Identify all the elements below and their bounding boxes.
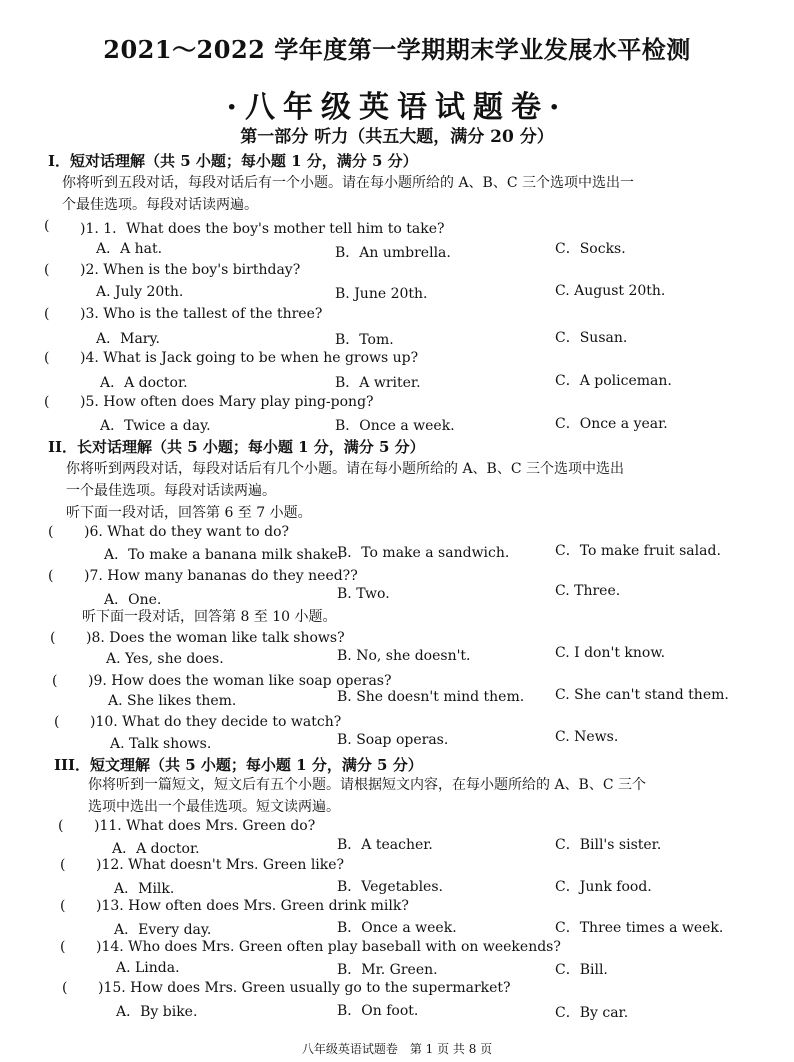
- option-a: A．Every day.: [114, 922, 212, 938]
- option-c: C．To make fruit salad.: [555, 543, 721, 559]
- option-a: A. Talk shows.: [110, 736, 212, 752]
- answer-blank[interactable]: (: [60, 939, 66, 955]
- question-stem: )11. What does Mrs. Green do?: [94, 818, 316, 834]
- instruction-line: 你将听到一篇短文，短文后有五个小题。请根据短文内容，在每小题所给的 A、B、C 三个: [88, 777, 647, 793]
- question-stem: )4. What is Jack going to be when he grows up?: [80, 350, 419, 366]
- exam-subtitle: ·八年级英语试题卷·: [226, 90, 568, 125]
- option-a: A. Linda.: [116, 960, 180, 976]
- option-c: C. Three.: [555, 583, 621, 599]
- question-stem: )14. Who does Mrs. Green often play baseball with on weekends?: [96, 939, 561, 955]
- question-stem: )10. What do they decide to watch?: [90, 714, 342, 730]
- answer-blank[interactable]: (: [48, 568, 54, 584]
- option-c: C．Bill's sister.: [555, 837, 662, 853]
- option-c: C. August 20th.: [555, 283, 666, 299]
- instruction-line: 个最佳选项。每段对话读两遍。: [62, 197, 258, 213]
- answer-blank[interactable]: (: [54, 714, 60, 730]
- option-a: A．To make a banana milk shake.: [104, 547, 343, 563]
- option-b: B．A teacher.: [337, 837, 433, 853]
- question-stem: )2. When is the boy's birthday?: [80, 262, 301, 278]
- section-instructions-1: [62, 172, 742, 216]
- instruction-line: 你将听到两段对话，每段对话后有几个小题。请在每小题所给的 A、B、C 三个选项中选出: [66, 461, 625, 477]
- section-instructions-2: [66, 458, 746, 524]
- instruction-line: 听下面一段对话，回答第 6 至 7 小题。: [66, 505, 312, 521]
- sub-instruction: 听下面一段对话，回答第 8 至 10 小题。: [82, 609, 337, 625]
- option-a: A．By bike.: [116, 1004, 198, 1020]
- answer-blank[interactable]: (: [60, 898, 66, 914]
- option-b: B．Once a week.: [335, 418, 455, 434]
- instruction-line: 一个最佳选项。每段对话读两遍。: [66, 483, 276, 499]
- option-b: B. June 20th.: [335, 286, 428, 302]
- option-b: B．To make a sandwich.: [337, 545, 510, 561]
- answer-blank[interactable]: (: [44, 350, 50, 366]
- instruction-line: 你将听到五段对话，每段对话后有一个小题。请在每小题所给的 A、B、C 三个选项中选出一: [62, 175, 635, 191]
- answer-blank[interactable]: (: [62, 980, 68, 996]
- instruction-line: 选项中选出一个最佳选项。短文读两遍。: [88, 799, 340, 815]
- option-a: A. She likes them.: [108, 693, 237, 709]
- option-a: A. Yes, she does.: [106, 651, 224, 667]
- option-c: C．Socks.: [555, 241, 626, 257]
- question-stem: )13. How often does Mrs. Green drink milk?: [96, 898, 409, 914]
- option-b: B．Tom.: [335, 332, 394, 348]
- answer-blank[interactable]: (: [58, 818, 64, 834]
- answer-blank[interactable]: (: [60, 857, 66, 873]
- option-c: C．Three times a week.: [555, 920, 724, 936]
- exam-title: 2021～2022 学年度第一学期期末学业发展水平检测: [103, 35, 691, 64]
- question-stem: )7. How many bananas do they need??: [84, 568, 358, 584]
- option-a: A. July 20th.: [96, 284, 184, 300]
- answer-blank[interactable]: (: [48, 524, 54, 540]
- question-stem: )5. How often does Mary play ping-pong?: [80, 394, 374, 410]
- option-a: A．One.: [104, 592, 162, 608]
- option-b: B. No, she doesn't.: [337, 648, 471, 664]
- section-heading-3: III．短文理解（共 5 小题；每小题 1 分，满分 5 分）: [54, 756, 423, 774]
- option-c: C. I don't know.: [555, 645, 666, 661]
- answer-blank[interactable]: (: [52, 673, 58, 689]
- question-stem: )15. How does Mrs. Green usually go to the supermarket?: [98, 980, 511, 996]
- option-a: A．A hat.: [96, 241, 163, 257]
- option-c: C．A policeman.: [555, 373, 672, 389]
- option-a: A．Milk.: [114, 881, 175, 897]
- question-stem: )9. How does the woman like soap operas?: [88, 673, 392, 689]
- option-c: C．Junk food.: [555, 879, 652, 895]
- option-c: C．By car.: [555, 1005, 629, 1021]
- part-heading: 第一部分 听力（共五大题，满分 20 分）: [240, 127, 554, 147]
- answer-blank[interactable]: (: [50, 630, 56, 646]
- option-c: C. News.: [555, 729, 619, 745]
- option-a: A．A doctor.: [100, 375, 188, 391]
- option-c: C．Once a year.: [555, 416, 668, 432]
- option-b: B．An umbrella.: [335, 245, 451, 261]
- question-stem: )12. What doesn't Mrs. Green like?: [96, 857, 345, 873]
- option-a: A．A doctor.: [112, 841, 200, 857]
- question-stem: )3. Who is the tallest of the three?: [80, 306, 323, 322]
- option-b: B．Vegetables.: [337, 879, 443, 895]
- answer-blank[interactable]: (: [44, 262, 50, 278]
- question-stem: )8. Does the woman like talk shows?: [86, 630, 345, 646]
- option-b: B. Soap operas.: [337, 732, 449, 748]
- option-a: A．Twice a day.: [100, 418, 211, 434]
- option-b: B．Once a week.: [337, 920, 457, 936]
- option-c: C. She can't stand them.: [555, 687, 729, 703]
- answer-blank[interactable]: (: [44, 394, 50, 410]
- option-c: C．Bill.: [555, 962, 608, 978]
- option-c: C．Susan.: [555, 330, 628, 346]
- option-b: B. Two.: [337, 586, 390, 602]
- answer-blank[interactable]: (: [44, 218, 50, 234]
- question-stem: )1. 1．What does the boy's mother tell him to take?: [80, 221, 445, 237]
- option-b: B．On foot.: [337, 1003, 419, 1019]
- section-heading-2: II．长对话理解（共 5 小题；每小题 1 分，满分 5 分）: [48, 438, 425, 456]
- page-footer: 八年级英语试题卷 第 1 页 共 8 页: [301, 1042, 493, 1056]
- option-b: B．A writer.: [335, 375, 421, 391]
- question-stem: )6. What do they want to do?: [84, 524, 290, 540]
- option-b: B. She doesn't mind them.: [337, 689, 525, 705]
- section-instructions-3: [88, 774, 748, 818]
- section-heading-1: I．短对话理解（共 5 小题；每小题 1 分，满分 5 分）: [48, 152, 418, 170]
- option-b: B．Mr. Green.: [337, 962, 438, 978]
- option-a: A．Mary.: [96, 331, 160, 347]
- answer-blank[interactable]: (: [44, 306, 50, 322]
